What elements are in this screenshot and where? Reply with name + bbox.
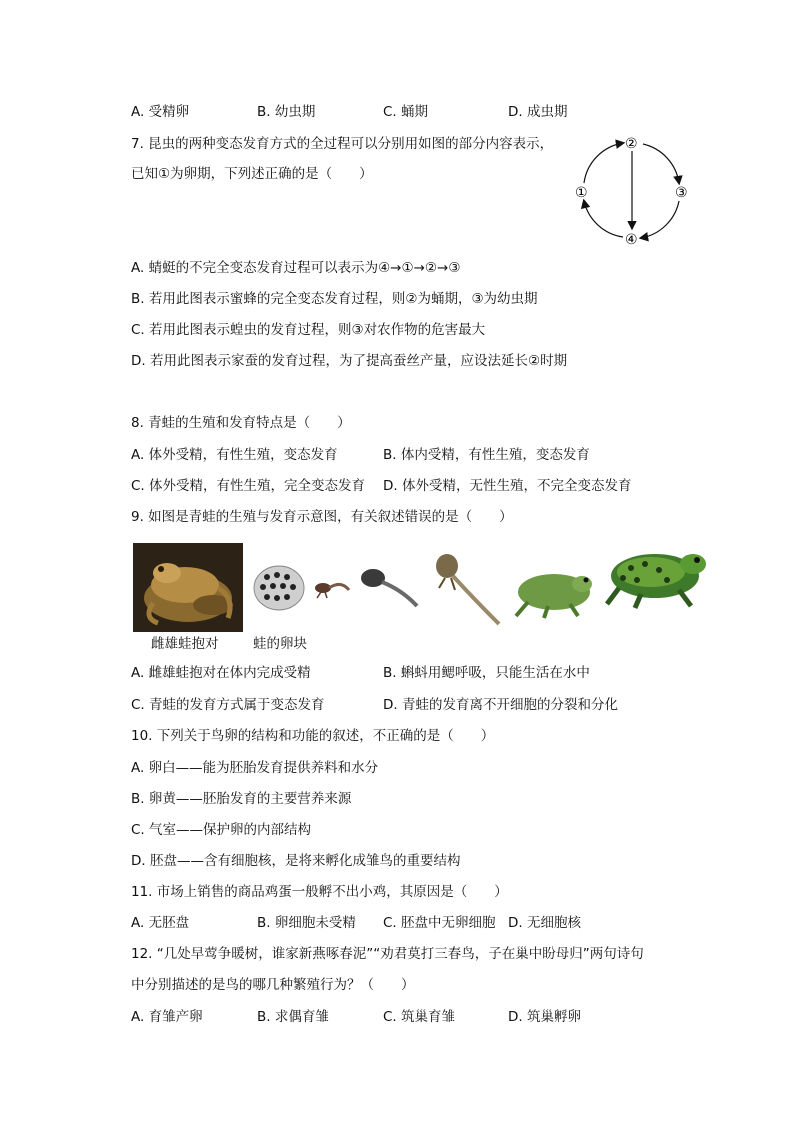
q7-option-a[interactable]: A. 蜻蜓的不完全变态发育过程可以表示为④→①→②→③ [131, 260, 461, 276]
q12-stem-line1: 12. “几处早莺争暖树，谁家新燕啄春泥”“劝君莫打三春鸟，子在巢中盼母归”两句诗句 [131, 946, 644, 962]
q8-option-c[interactable]: C. 体外受精，有性生殖，完全变态发育 [131, 478, 366, 494]
frog-egg-mass-image [253, 565, 305, 611]
froglet-image [508, 562, 594, 618]
label-2: ② [625, 136, 638, 152]
q12-option-c[interactable]: C. 筑巢育雏 [383, 1009, 456, 1025]
q6-option-b[interactable]: B. 幼虫期 [257, 104, 316, 120]
q10-stem: 10. 下列关于鸟卵的结构和功能的叙述，不正确的是（ ） [131, 728, 495, 744]
label-4: ④ [625, 232, 638, 248]
arc-4-to-1 [584, 201, 623, 237]
q8-option-d[interactable]: D. 体外受精，无性生殖，不完全变态发育 [383, 478, 632, 494]
tadpole-stage-1-image [313, 576, 351, 600]
caption-mating-frogs: 雌雄蛙抱对 [151, 636, 219, 652]
q7-option-b[interactable]: B. 若用此图表示蜜蜂的完全变态发育过程，则②为蛹期，③为幼虫期 [131, 291, 538, 307]
q10-option-b[interactable]: B. 卵黄——胚胎发育的主要营养来源 [131, 791, 352, 807]
q6-option-c[interactable]: C. 蛹期 [383, 104, 429, 120]
q8-option-a[interactable]: A. 体外受精，有性生殖，变态发育 [131, 447, 338, 463]
q10-option-c[interactable]: C. 气室——保护卵的内部结构 [131, 822, 312, 838]
q10-option-d[interactable]: D. 胚盘——含有细胞核，是将来孵化成雏鸟的重要结构 [131, 853, 461, 869]
q7-option-d[interactable]: D. 若用此图表示家蚕的发育过程，为了提高蚕丝产量，应设法延长②时期 [131, 353, 568, 369]
q12-option-d[interactable]: D. 筑巢孵卵 [508, 1009, 581, 1025]
q9-option-a[interactable]: A. 雌雄蛙抱对在体内完成受精 [131, 665, 311, 681]
label-3: ③ [675, 185, 688, 201]
q12-stem-line2: 中分别描述的是鸟的哪几种繁殖行为？（ ） [131, 977, 415, 993]
q9-option-b[interactable]: B. 蝌蚪用鳃呼吸，只能生活在水中 [383, 665, 590, 681]
q11-option-a[interactable]: A. 无胚盘 [131, 915, 190, 931]
q11-option-b[interactable]: B. 卵细胞未受精 [257, 915, 356, 931]
q8-stem: 8. 青蛙的生殖和发育特点是（ ） [131, 415, 351, 431]
q6-option-a[interactable]: A. 受精卵 [131, 104, 190, 120]
q11-option-d[interactable]: D. 无细胞核 [508, 915, 581, 931]
arc-2-to-3 [643, 144, 679, 183]
q7-option-c[interactable]: C. 若用此图表示蝗虫的发育过程，则③对农作物的危害最大 [131, 322, 486, 338]
label-1: ① [575, 185, 588, 201]
tadpole-stage-3-image [433, 548, 503, 626]
tadpole-stage-2-image [357, 560, 419, 610]
q12-option-b[interactable]: B. 求偶育雏 [257, 1009, 329, 1025]
q8-option-b[interactable]: B. 体内受精，有性生殖，变态发育 [383, 447, 590, 463]
q6-option-d[interactable]: D. 成虫期 [508, 104, 568, 120]
q11-option-c[interactable]: C. 胚盘中无卵细胞 [383, 915, 496, 931]
adult-frog-image [601, 544, 713, 610]
q9-option-c[interactable]: C. 青蛙的发育方式属于变态发育 [131, 697, 325, 713]
q7-stem-line1: 7. 昆虫的两种变态发育方式的全过程可以分别用如图的部分内容表示， [131, 136, 554, 152]
q9-stem: 9. 如图是青蛙的生殖与发育示意图，有关叙述错误的是（ ） [131, 509, 513, 525]
caption-egg-mass: 蛙的卵块 [253, 636, 307, 652]
arc-3-to-4 [641, 201, 679, 238]
q11-stem: 11. 市场上销售的商品鸡蛋一般孵不出小鸡，其原因是（ ） [131, 884, 508, 900]
insect-cycle-diagram [573, 133, 693, 248]
q10-option-a[interactable]: A. 卵白——能为胚胎发育提供养料和水分 [131, 760, 379, 776]
mating-frogs-photo [133, 543, 243, 632]
q9-option-d[interactable]: D. 青蛙的发育离不开细胞的分裂和分化 [383, 697, 618, 713]
q7-stem-line2: 已知①为卵期，下列述正确的是（ ） [131, 166, 373, 182]
arc-1-to-2 [584, 143, 623, 183]
q12-option-a[interactable]: A. 育雏产卵 [131, 1009, 203, 1025]
